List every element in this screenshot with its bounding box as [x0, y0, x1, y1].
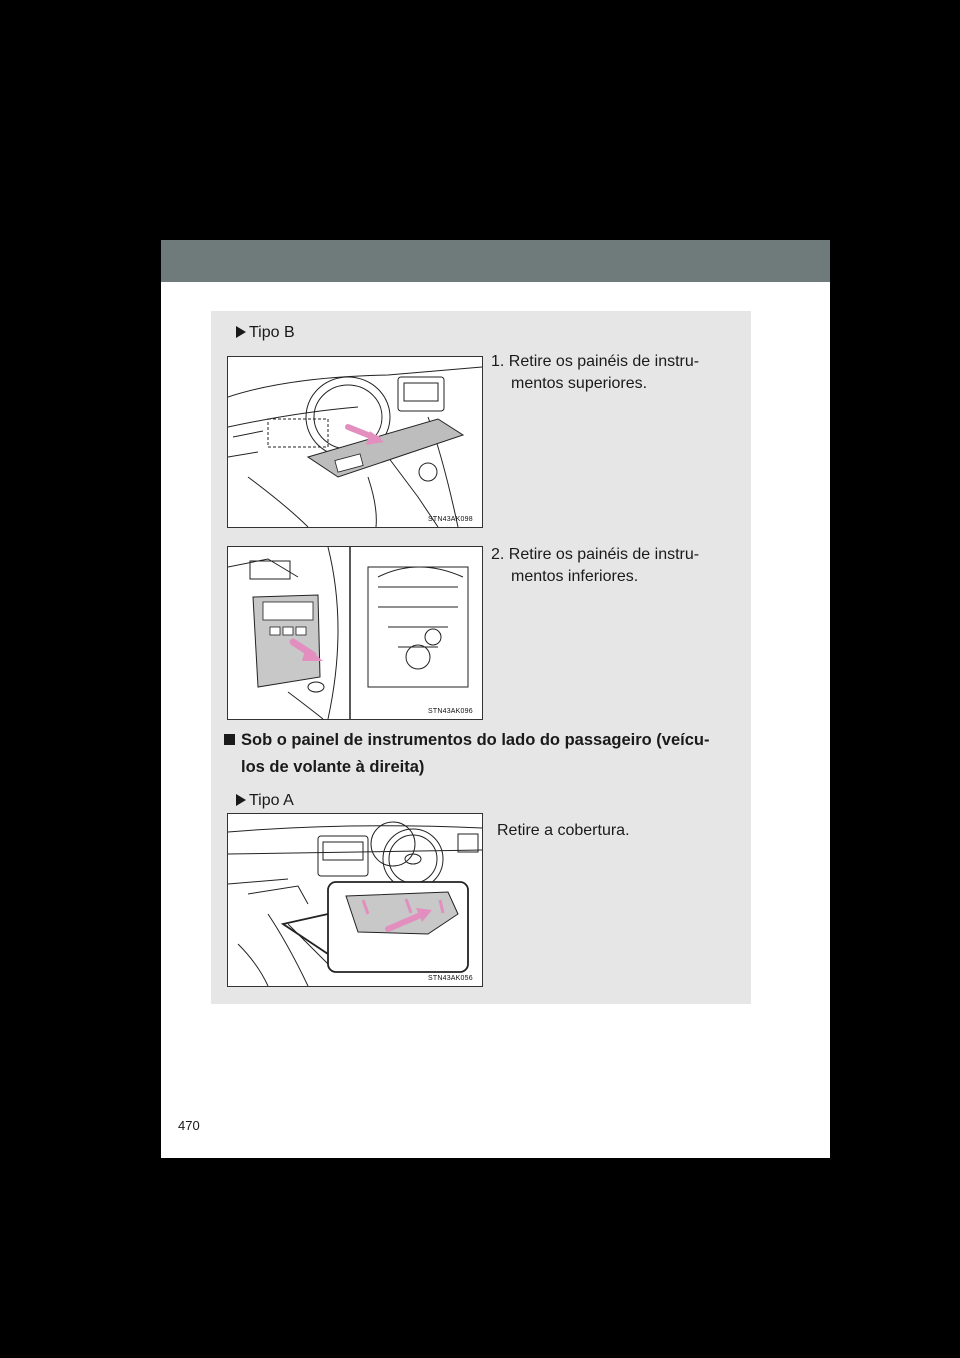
heading-line-1: Sob o painel de instrumentos do lado do passageiro (veícu- — [241, 731, 710, 749]
step-2 — [491, 544, 731, 588]
square-bullet-icon — [224, 734, 235, 745]
image-code-3: STN43AK056 — [428, 975, 473, 982]
step-1-line-2: mentos superiores. — [511, 375, 648, 392]
header-band — [161, 240, 830, 282]
step-1-line-1: 1. Retire os painéis de instru- — [491, 353, 700, 370]
type-a-label — [236, 792, 294, 810]
step-1 — [491, 351, 731, 395]
heading-line-2: los de volante à direita) — [241, 758, 425, 776]
triangle-bullet-icon — [236, 326, 246, 338]
dashboard-upper-drawing — [228, 357, 482, 527]
illustration-passenger-cover — [227, 813, 483, 987]
illustration-upper-panels — [227, 356, 483, 528]
type-b-label — [236, 324, 295, 342]
manual-page — [161, 240, 830, 1158]
image-code-1: STN43AK098 — [428, 516, 473, 523]
dashboard-passenger-drawing — [228, 814, 482, 986]
step-3: Retire a cobertura. — [497, 822, 630, 839]
image-code-2: STN43AK096 — [428, 708, 473, 715]
step-2-line-2: mentos inferiores. — [511, 568, 639, 585]
content-panel — [211, 311, 751, 1004]
type-b-text: Tipo B — [249, 324, 295, 341]
type-a-text: Tipo A — [249, 792, 294, 809]
section-heading — [224, 727, 744, 781]
triangle-bullet-icon — [236, 794, 246, 806]
step-2-line-1: 2. Retire os painéis de instru- — [491, 546, 700, 563]
page-number: 470 — [178, 1118, 200, 1133]
dashboard-lower-drawing — [228, 547, 482, 719]
illustration-lower-panels — [227, 546, 483, 720]
